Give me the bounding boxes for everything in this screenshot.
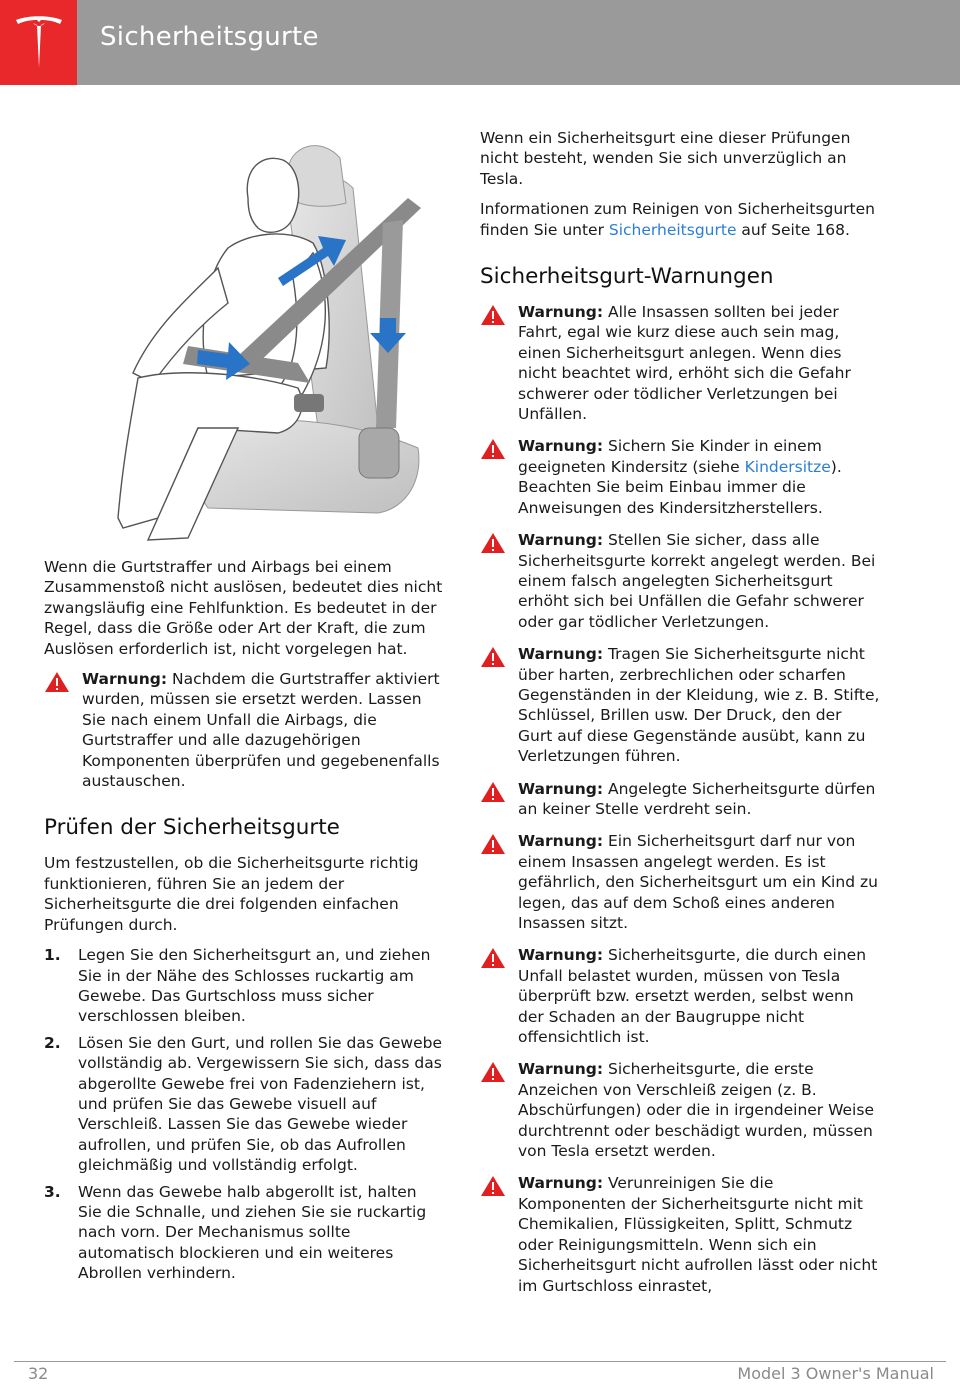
warning-item	[480, 644, 880, 766]
warning-text: Alle Insassen sollten bei jeder Fahrt, egal wie kurz diese auch sein mag, einen Sicherheitsgurt anlegen. Wenn dies nicht beachtet wird, erhöht sich die Gefahr schwerer oder tödlicher Verletzungen bei Unfällen.	[518, 303, 851, 424]
step-number: 1.	[44, 946, 61, 965]
paragraph-pretensioner: Wenn die Gurtstraffer und Airbags bei einem Zusammenstoß nicht auslösen, bedeutet dies nicht zwangsläufig eine Fehlfunktion. Es bedeutet in der Regel, dass die Größe oder Art der Kraft, die zum Auslösen erforderlich ist, nicht vorgelegen hat.	[44, 558, 443, 658]
warning-text: Nachdem die Gurtstraffer aktiviert wurden, müssen sie ersetzt werden. Lassen Sie nach einem Unfall die Airbags, die Gurtstraffer und alle dazugehörigen Komponenten überprüfen und gegebenenfalls austauschen.	[82, 670, 440, 791]
seatbelt-illustration	[78, 128, 478, 546]
tesla-logo-icon	[14, 14, 64, 70]
list-item	[44, 1182, 444, 1284]
warning-item	[480, 436, 880, 518]
warning-triangle-icon	[480, 833, 506, 855]
warning-text: Sicherheitsgurte, die erste Anzeichen von Verschleiß zeigen (z. B. Abschürfungen) oder die in irgendeiner Weise durchtrennt oder beschädigt wurden, müssen von Tesla ersetzt werden.	[518, 1060, 874, 1161]
warning-triangle-icon	[480, 646, 506, 668]
link-sicherheitsgurte[interactable]: Sicherheitsgurte	[608, 220, 737, 239]
warning-label: Warnung:	[518, 303, 604, 322]
warning-item	[480, 1059, 880, 1161]
step-text: Legen Sie den Sicherheitsgurt an, und ziehen Sie in der Nähe des Schlosses ruckartig am Gewebe. Das Gurtschloss muss sicher verschlossen bleiben.	[78, 946, 431, 1026]
step-text: Lösen Sie den Gurt, und rollen Sie das Gewebe vollständig ab. Vergewissern Sie sich, dass das abgerollte Gewebe frei von Fadenziehern ist, und prüfen Sie das Gewebe visuell auf Verschleiß. Lassen Sie das Gewebe wieder aufrollen, und prüfen Sie, ob das Aufrollen gleichmäßig und vollständig erfolgt.	[78, 1033, 442, 1175]
warning-item	[480, 945, 880, 1047]
warning-item	[480, 1173, 880, 1295]
warning-label: Warnung:	[518, 946, 604, 965]
warning-triangle-icon	[480, 304, 506, 326]
page-title: Sicherheitsgurte	[100, 22, 319, 52]
manual-title: Model 3 Owner's Manual	[737, 1364, 934, 1383]
paragraph-check-intro: Um festzustellen, ob die Sicherheitsgurte richtig funktionieren, führen Sie an jedem der Sicherheitsgurte die drei folgenden einfachen Prüfungen durch.	[44, 854, 419, 934]
warning-triangle-icon	[480, 438, 506, 460]
warning-triangle-icon	[480, 947, 506, 969]
section-heading-warnings: Sicherheitsgurt-Warnungen	[480, 264, 774, 290]
warning-triangle-icon	[480, 1061, 506, 1083]
warning-item	[480, 831, 880, 933]
warning-triangle-icon	[480, 781, 506, 803]
warning-triangle-icon	[480, 532, 506, 554]
list-item	[44, 945, 444, 1027]
step-text: Wenn das Gewebe halb abgerollt ist, halten Sie die Schnalle, und ziehen Sie sie ruckartig nach vorn. Der Mechanismus sollte automatisch blockieren und ein weiteres Abrollen verhindern.	[78, 1182, 427, 1283]
step-number: 3.	[44, 1182, 61, 1201]
ref-page-text: auf Seite 168.	[736, 220, 850, 239]
warning-text: Sicherheitsgurte, die durch einen Unfall belastet wurden, müssen von Tesla überprüft bzw. ersetzt werden, selbst wenn der Schaden an der Baugruppe nicht offensichtlich ist.	[518, 946, 867, 1047]
warning-label: Warnung:	[518, 1174, 604, 1193]
footer-divider	[14, 1361, 946, 1362]
paragraph-cleaning-ref	[480, 199, 880, 240]
left-column	[44, 557, 444, 1290]
warning-triangle-icon	[480, 1175, 506, 1197]
warning-item	[480, 302, 880, 424]
warning-text: Stellen Sie sicher, dass alle Sicherheitsgurte korrekt angelegt werden. Bei einem falsch angelegten Sicherheitsgurt erhöht sich bei Unfällen die Gefahr schwerer oder gar tödlicher Verletzungen.	[518, 531, 876, 631]
warning-label: Warnung:	[518, 531, 604, 550]
warning-text: Sichern Sie Kinder in einem geeigneten Kindersitz (siehe	[518, 437, 822, 476]
warning-label: Warnung:	[518, 1060, 604, 1079]
page-header	[0, 0, 960, 85]
ref-text: Informationen zum Reinigen von Sicherheitsgurten finden Sie unter	[480, 200, 875, 239]
warning-text: ). Beachten Sie beim Einbau immer die Anweisungen des Kindersitzherstellers.	[518, 457, 842, 517]
blue-arrow-down	[370, 318, 406, 353]
warning-text: Angelegte Sicherheitsgurte dürfen an keiner Stelle verdreht sein.	[518, 779, 876, 818]
warning-label: Warnung:	[518, 832, 604, 851]
right-column	[480, 128, 880, 1308]
warning-label: Warnung:	[518, 645, 604, 664]
warning-label: Warnung:	[82, 670, 168, 689]
section-heading-checks: Prüfen der Sicherheitsgurte	[44, 815, 340, 841]
paragraph-failed-check: Wenn ein Sicherheitsgurt eine dieser Prüfungen nicht besteht, wenden Sie sich unverzüglich an Tesla.	[480, 129, 851, 188]
warning-label: Warnung:	[518, 779, 604, 798]
step-number: 2.	[44, 1033, 61, 1052]
warning-item	[480, 779, 880, 820]
warning-text: Verunreinigen Sie die Komponenten der Sicherheitsgurte nicht mit Chemikalien, Flüssigkeiten, Splitt, Schmutz oder Reinigungsmitteln. Wenn sich ein Sicherheitsgurt nicht aufrollen lässt oder nicht im Gurtschloss einrastet,	[518, 1174, 878, 1295]
warning-text: Tragen Sie Sicherheitsgurte nicht über harten, zerbrechlichen oder scharfen Gegenständen in der Kleidung, wie z. B. Stifte, Schlüssel, Brillen usw. Der Druck, den der Gurt auf diese Gegenstände ausübt, kann zu Verletzungen führen.	[518, 645, 880, 766]
warning-text: Ein Sicherheitsgurt darf nur von einem Insassen angelegt werden. Es ist gefährlich, den Sicherheitsgurt um ein Kind zu legen, das auf dem Schoß eines anderen Insassen sitzt.	[518, 832, 878, 932]
page-number: 32	[28, 1364, 49, 1383]
warning-label: Warnung:	[518, 437, 604, 456]
check-steps-list	[44, 945, 444, 1284]
warning-pretensioner	[44, 669, 444, 791]
link-kindersitze[interactable]: Kindersitze	[744, 457, 831, 476]
warning-triangle-icon	[44, 671, 70, 693]
tesla-logo	[0, 0, 77, 85]
warning-item	[480, 530, 880, 632]
list-item	[44, 1033, 444, 1176]
